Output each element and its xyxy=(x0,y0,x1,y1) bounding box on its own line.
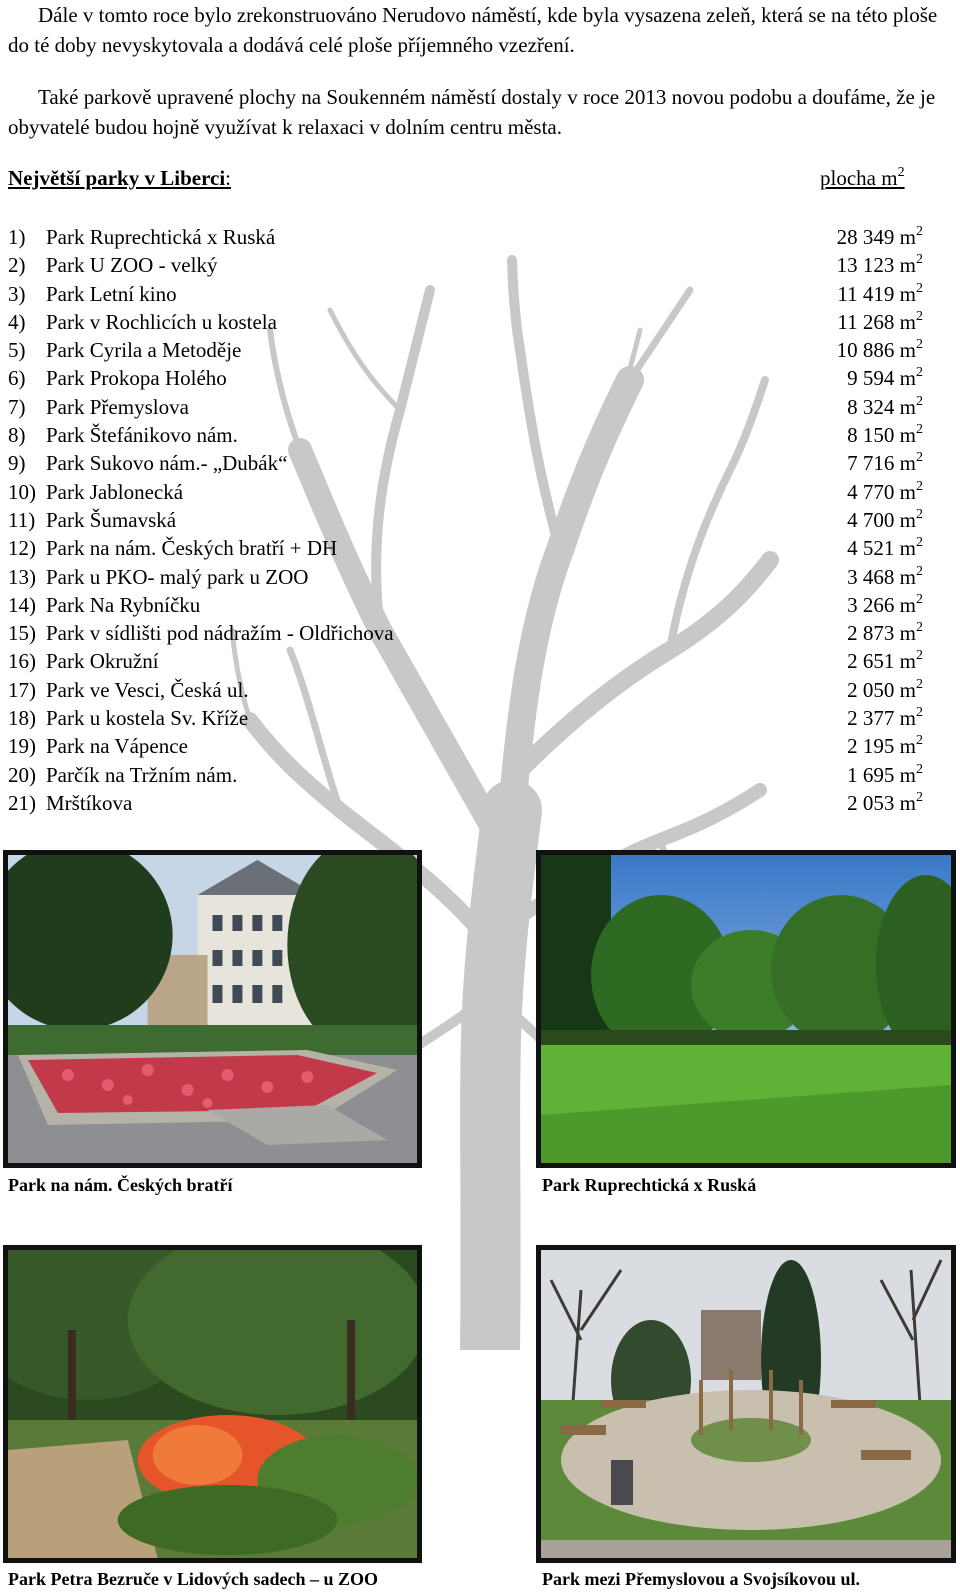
park-row xyxy=(8,591,923,619)
park-name: Park Šumavská xyxy=(46,507,177,532)
intro-paragraph-1: Dále v tomto roce bylo zrekonstruováno Nerudovo náměstí, kde byla vysazena zeleň, která se na této ploše do té doby nevyskytovala a dodává celé ploše příjemného vzezření. xyxy=(8,3,938,57)
park-area-exponent: 2 xyxy=(916,620,923,636)
park-area-exponent: 2 xyxy=(916,365,923,381)
park-area-unit: m xyxy=(899,507,916,532)
park-area-exponent: 2 xyxy=(916,591,923,607)
park-name: Park u PKO- malý park u ZOO xyxy=(46,564,309,589)
park-name: Park ve Vesci, Česká ul. xyxy=(46,677,249,702)
park-row xyxy=(8,676,923,704)
park-area-unit: m xyxy=(899,253,916,278)
park-area-value: 28 349 xyxy=(836,225,895,249)
park-area-value: 4 770 xyxy=(847,479,895,504)
park-area-unit: m xyxy=(899,706,916,731)
park-area-value: 2 053 xyxy=(847,790,895,815)
park-name: Park v Rochlicích u kostela xyxy=(46,309,277,334)
park-area-exponent: 2 xyxy=(916,478,923,494)
caption-photo-2: Park Ruprechtická x Ruská xyxy=(542,1175,757,1195)
park-area-unit: m xyxy=(899,649,916,674)
park-area-unit: m xyxy=(899,621,916,646)
intro-paragraph-2: Také parkově upravené plochy na Soukenném náměstí dostaly v roce 2013 novou podobu a doufáme, že je obyvatelé budou hojně využívat k relaxaci v dolním centru města. xyxy=(8,85,936,139)
area-column-header xyxy=(820,166,905,191)
park-area-exponent: 2 xyxy=(916,563,923,579)
park-number: 8) xyxy=(8,423,26,448)
park-area xyxy=(847,563,923,591)
park-area xyxy=(847,789,923,817)
park-number: 4) xyxy=(8,309,26,334)
park-row xyxy=(8,308,923,336)
park-area-exponent: 2 xyxy=(916,535,923,551)
park-area-exponent: 2 xyxy=(916,308,923,324)
park-row xyxy=(8,789,923,817)
park-area-unit: m xyxy=(899,536,916,561)
park-number: 3) xyxy=(8,281,26,306)
park-area-value: 8 324 xyxy=(847,394,895,419)
park-row xyxy=(8,647,923,675)
park-area xyxy=(847,761,923,789)
park-name: Park Letní kino xyxy=(46,281,177,306)
park-name: Park Sukovo nám.- „Dubák“ xyxy=(46,451,288,476)
park-area xyxy=(847,506,923,534)
park-area xyxy=(847,591,923,619)
park-area xyxy=(847,478,923,506)
park-area xyxy=(847,364,923,392)
park-area-value: 4 521 xyxy=(847,536,895,561)
park-area xyxy=(847,449,923,477)
parks-heading-text: Největší parky v Liberci xyxy=(8,166,226,190)
park-area-value: 7 716 xyxy=(847,451,895,476)
park-area-unit: m xyxy=(899,677,916,702)
park-number: 15) xyxy=(8,621,36,646)
park-area-value: 11 268 xyxy=(837,309,895,334)
area-column-exponent: 2 xyxy=(897,165,905,180)
park-row xyxy=(8,364,923,392)
park-area-exponent: 2 xyxy=(916,705,923,721)
park-row xyxy=(8,534,923,562)
park-area-exponent: 2 xyxy=(916,648,923,664)
park-area xyxy=(847,534,923,562)
park-row xyxy=(8,563,923,591)
park-name: Park Štefánikovo nám. xyxy=(46,423,238,448)
park-area-value: 11 419 xyxy=(837,281,895,306)
park-area-exponent: 2 xyxy=(916,450,923,466)
park-number: 1) xyxy=(8,225,26,249)
park-area xyxy=(847,704,923,732)
park-number: 12) xyxy=(8,536,36,561)
park-area-exponent: 2 xyxy=(916,422,923,438)
park-area xyxy=(847,393,923,421)
park-row xyxy=(8,393,923,421)
parks-heading-colon: : xyxy=(225,166,232,190)
park-area-exponent: 2 xyxy=(916,252,923,268)
park-number: 11) xyxy=(8,507,36,532)
park-number: 2) xyxy=(8,253,26,278)
park-area-value: 2 195 xyxy=(847,734,895,759)
park-number: 16) xyxy=(8,649,36,674)
park-row xyxy=(8,449,923,477)
park-name: Park Jablonecká xyxy=(46,479,184,504)
area-column-label: plocha m xyxy=(820,166,898,190)
park-row xyxy=(8,619,923,647)
park-row xyxy=(8,704,923,732)
park-area xyxy=(837,336,923,364)
park-area xyxy=(847,732,923,760)
park-number: 17) xyxy=(8,677,36,702)
park-number: 20) xyxy=(8,762,36,787)
photo-premyslova xyxy=(536,1245,956,1563)
park-name: Park Okružní xyxy=(46,649,159,674)
park-number: 10) xyxy=(8,479,36,504)
parks-heading xyxy=(8,166,231,191)
park-area xyxy=(837,251,923,279)
park-area-exponent: 2 xyxy=(916,733,923,749)
park-name: Park na Vápence xyxy=(46,734,188,759)
parks-list xyxy=(8,223,923,817)
park-area-value: 3 266 xyxy=(847,592,895,617)
photo-ruprechticka xyxy=(536,850,956,1168)
caption-photo-4: Park mezi Přemyslovou a Svojsíkovou ul. xyxy=(542,1569,860,1589)
park-area-value: 10 886 xyxy=(836,338,895,363)
park-area-exponent: 2 xyxy=(916,337,923,353)
park-area-unit: m xyxy=(899,338,916,363)
park-row xyxy=(8,478,923,506)
park-area-exponent: 2 xyxy=(916,280,923,296)
park-area-value: 8 150 xyxy=(847,423,895,448)
park-name: Park U ZOO - velký xyxy=(46,253,218,278)
caption-photo-3: Park Petra Bezruče v Lidových sadech – u ZOO xyxy=(8,1569,378,1589)
park-area-exponent: 2 xyxy=(916,761,923,777)
park-area-exponent: 2 xyxy=(916,224,923,239)
park-name: Park na nám. Českých bratří + DH xyxy=(46,536,338,561)
park-name: Park Na Rybníčku xyxy=(46,592,201,617)
park-row xyxy=(8,223,923,251)
park-area-value: 3 468 xyxy=(847,564,895,589)
park-area xyxy=(847,619,923,647)
park-name: Park u kostela Sv. Kříže xyxy=(46,706,249,731)
photo-ceskych-bratri xyxy=(3,850,422,1168)
park-area-value: 2 873 xyxy=(847,621,895,646)
park-area xyxy=(837,280,923,308)
park-name: Mrštíkova xyxy=(46,790,133,815)
park-row xyxy=(8,336,923,364)
park-area-exponent: 2 xyxy=(916,393,923,409)
park-area xyxy=(837,308,923,336)
park-name: Park Přemyslova xyxy=(46,394,189,419)
park-area-exponent: 2 xyxy=(916,506,923,522)
park-number: 6) xyxy=(8,366,26,391)
photo-bezruce xyxy=(3,1245,422,1563)
park-area-unit: m xyxy=(899,762,916,787)
park-number: 13) xyxy=(8,564,36,589)
park-area xyxy=(847,647,923,675)
park-row xyxy=(8,732,923,760)
park-name: Parčík na Tržním nám. xyxy=(46,762,238,787)
park-name: Park Cyrila a Metoděje xyxy=(46,338,242,363)
park-area-unit: m xyxy=(899,734,916,759)
park-row xyxy=(8,280,923,308)
park-area xyxy=(847,421,923,449)
park-area-unit: m xyxy=(899,394,916,419)
park-area-unit: m xyxy=(899,790,916,815)
park-number: 14) xyxy=(8,592,36,617)
park-area-value: 4 700 xyxy=(847,507,895,532)
park-name: Park Prokopa Holého xyxy=(46,366,227,391)
park-row xyxy=(8,761,923,789)
park-name: Park Ruprechtická x Ruská xyxy=(46,225,276,249)
park-area-unit: m xyxy=(899,592,916,617)
park-area-value: 1 695 xyxy=(847,762,895,787)
park-area-unit: m xyxy=(899,564,916,589)
park-area xyxy=(847,676,923,704)
park-area-unit: m xyxy=(899,451,916,476)
park-area-unit: m xyxy=(899,281,916,306)
park-area-unit: m xyxy=(899,423,916,448)
park-row xyxy=(8,251,923,279)
park-number: 21) xyxy=(8,790,36,815)
park-area-value: 9 594 xyxy=(847,366,895,391)
park-number: 5) xyxy=(8,338,26,363)
park-area-unit: m xyxy=(899,479,916,504)
park-area-value: 2 651 xyxy=(847,649,895,674)
park-area-unit: m xyxy=(899,225,916,249)
park-area xyxy=(837,223,923,251)
park-number: 19) xyxy=(8,734,36,759)
park-row xyxy=(8,421,923,449)
park-area-unit: m xyxy=(899,366,916,391)
park-number: 7) xyxy=(8,394,26,419)
park-number: 9) xyxy=(8,451,26,476)
park-row xyxy=(8,506,923,534)
park-area-unit: m xyxy=(899,309,916,334)
park-area-value: 2 377 xyxy=(847,706,895,731)
caption-photo-1: Park na nám. Českých bratří xyxy=(8,1175,233,1195)
park-number: 18) xyxy=(8,706,36,731)
park-name: Park v sídlišti pod nádražím - Oldřichova xyxy=(46,621,394,646)
park-area-value: 2 050 xyxy=(847,677,895,702)
park-area-value: 13 123 xyxy=(836,253,895,278)
park-area-exponent: 2 xyxy=(916,789,923,805)
park-area-exponent: 2 xyxy=(916,676,923,692)
